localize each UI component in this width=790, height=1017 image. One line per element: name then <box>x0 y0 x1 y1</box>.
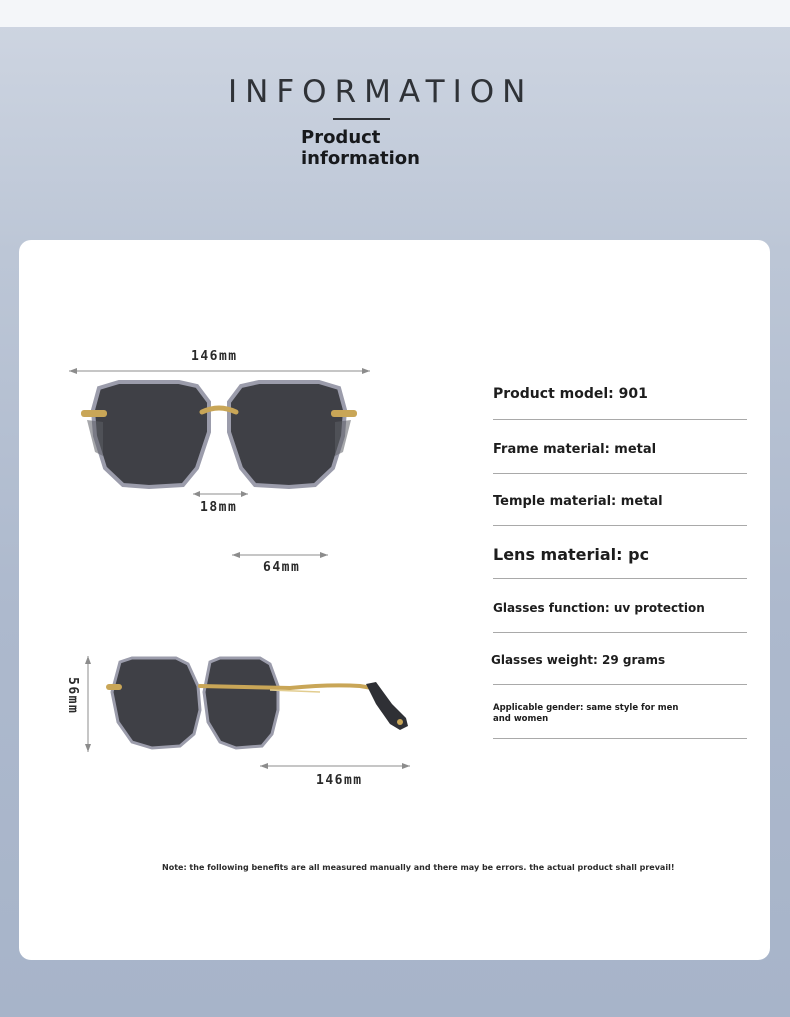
page-title: INFORMATION <box>228 74 534 110</box>
bridge <box>202 408 236 412</box>
spec-temple-material: Temple material: metal <box>493 494 747 526</box>
front-lens <box>112 658 200 748</box>
lens-height-arrow <box>85 656 91 752</box>
total-width-arrow <box>69 368 370 374</box>
spec-applicable-gender: Applicable gender: same style for men and women <box>493 703 747 739</box>
temple-length-arrow <box>260 763 410 769</box>
spec-lens-material: Lens material: pc <box>493 545 747 579</box>
measurement-note: Note: the following benefits are all measured manually and there may be errors. the actual product shall prevail! <box>162 863 675 872</box>
bridge-label: 18mm <box>200 500 238 515</box>
temple-length-label: 146mm <box>316 773 363 788</box>
right-hinge <box>331 410 357 417</box>
lens-height-label: 56mm <box>65 677 80 715</box>
spec-product-model: Product model: 901 <box>493 386 747 420</box>
left-lens <box>93 382 209 487</box>
back-lens <box>204 658 278 748</box>
total-width-label: 146mm <box>191 349 238 364</box>
spec-glasses-weight: Glasses weight: 29 grams <box>493 653 747 685</box>
top-strip <box>0 0 790 27</box>
spec-glasses-function: Glasses function: uv protection <box>493 601 747 633</box>
glasses-side-view <box>60 648 420 788</box>
lens-width-label: 64mm <box>263 560 301 575</box>
page-subtitle: Product information <box>301 127 420 169</box>
spec-frame-material: Frame material: metal <box>493 442 747 474</box>
temple-arm <box>200 685 372 688</box>
left-hinge <box>81 410 107 417</box>
title-divider <box>333 118 390 120</box>
right-lens <box>229 382 345 487</box>
bridge-arrow <box>193 491 248 497</box>
